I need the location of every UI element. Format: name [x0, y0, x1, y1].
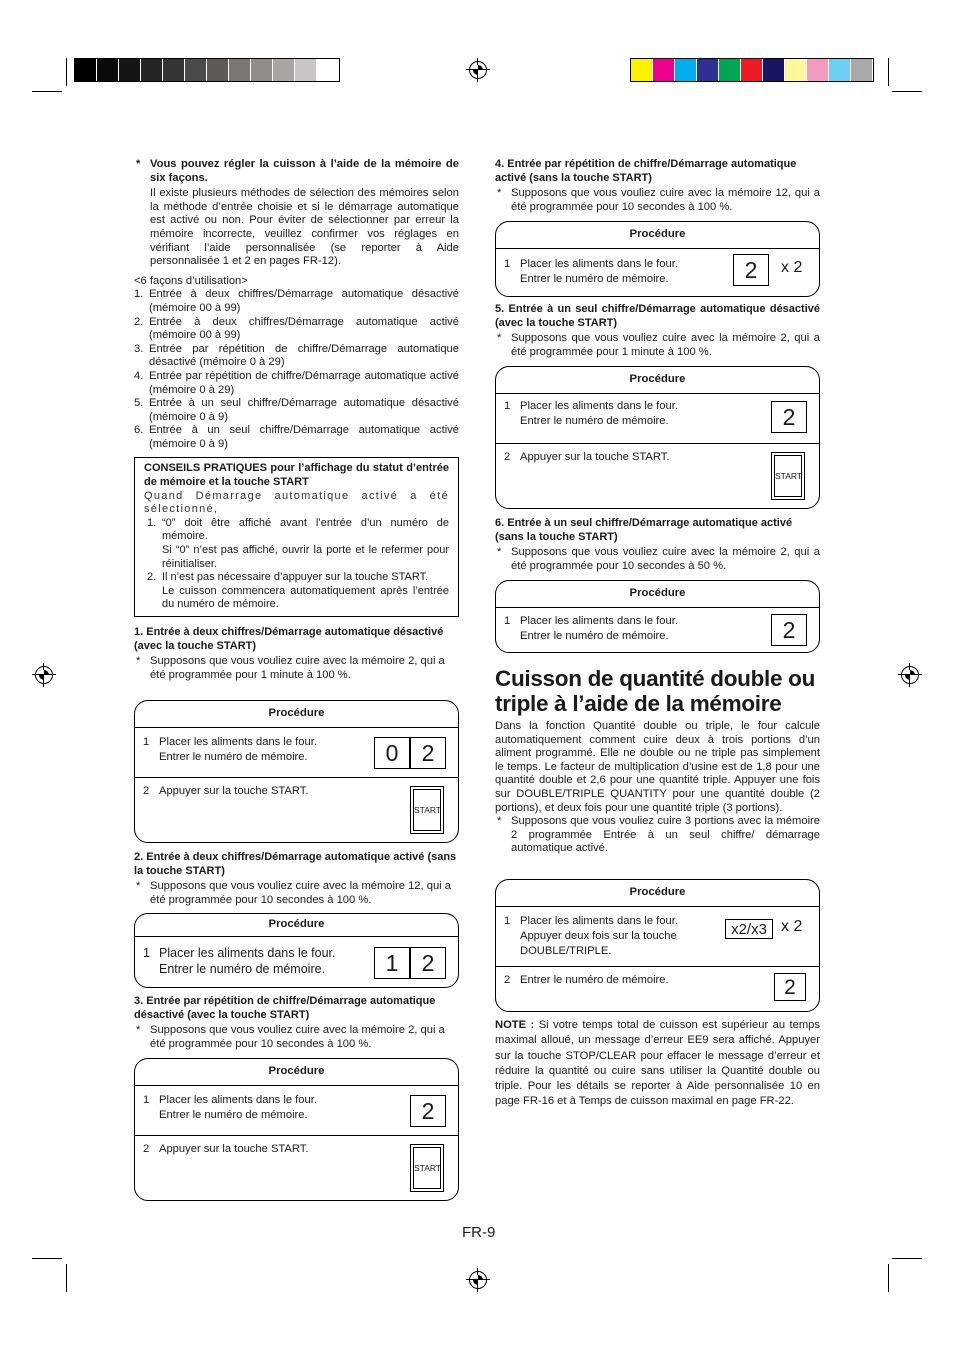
ways-list [134, 288, 459, 451]
registration-mark-icon [901, 666, 919, 684]
key-2-button[interactable]: 2 [410, 737, 446, 769]
asterisk: * [136, 1024, 141, 1036]
asterisk: * [136, 880, 141, 892]
way-number: 2. [134, 315, 144, 328]
color-swatch [719, 59, 741, 81]
step-text: Placer les aliments dans le four. [520, 615, 678, 627]
left-column [134, 158, 459, 682]
tip-item [147, 571, 449, 612]
step-number: 1 [504, 400, 511, 412]
section-4-desc: Supposons que vous vouliez cuire avec la mémoire 12, qui a été programmée pour 10 secondes à 100 %. [511, 187, 820, 213]
step-text: Entrer le numéro de mémoire. [520, 273, 669, 285]
procedure-title: Procédure [496, 367, 819, 394]
step-text: Entrer le numéro de mémoire. [520, 630, 669, 642]
key-2-button[interactable]: 2 [771, 614, 807, 646]
key-0-button[interactable]: 0 [374, 737, 410, 769]
tip-text: Il n’est pas nécessaire d’appuyer sur la touche START. [162, 571, 429, 584]
procedure-step-2 [135, 778, 458, 842]
procedure-title: Procédure [496, 880, 819, 907]
step-text: Entrer le numéro de mémoire. [520, 974, 669, 986]
step-number: 1 [143, 946, 150, 960]
color-swatch [251, 59, 273, 81]
way-text: Entrée à un seul chiffre/Démarrage automatique activé (mémoire 0 à 9) [149, 424, 459, 450]
step-text: Appuyer sur la touche START. [159, 1143, 309, 1155]
color-swatch [163, 59, 185, 81]
procedure-title: Procédure [135, 914, 458, 937]
section-1-title: 1. Entrée à deux chiffres/Démarrage automatique désactivé (avec la touche START) [134, 626, 444, 652]
tip-number: 2. [147, 571, 157, 584]
double-triple-section [495, 720, 820, 856]
step-text: Appuyer sur la touche START. [520, 451, 670, 463]
grayscale-color-bar [74, 58, 340, 82]
color-swatch [851, 59, 873, 81]
asterisk: * [136, 655, 141, 667]
start-label: START [413, 789, 441, 831]
key-2-button[interactable]: 2 [733, 254, 769, 286]
step-text: Placer les aliments dans le four. [159, 736, 317, 748]
crop-mark [892, 1258, 922, 1259]
section-4-title: 4. Entrée par répétition de chiffre/Démarrage automatique activé (sans la touche START) [495, 158, 797, 184]
step-text: Placer les aliments dans le four. [520, 258, 678, 270]
procedure-box-double-triple [495, 879, 820, 1012]
step-text: Placer les aliments dans le four. [159, 946, 336, 960]
step-text: DOUBLE/TRIPLE. [520, 945, 612, 957]
color-swatch [207, 59, 229, 81]
double-triple-intro: Dans la fonction Quantité double ou triple, le four calcule automatiquement comment cuire deux à trois portions d’un aliment programmé. Elle ne double ou ne triple pas simplement le temps. Le facteur de multiplication d’usine est de 1,8 pour une quantité double et 2,6 pour une quantité triple. Appuyer une fois sur DOUBLE/TRIPLE QUANTITY pour une quantité double (2 portions), et deux fois pour une quantité triple (3 portions). [495, 720, 820, 814]
start-button[interactable] [410, 786, 444, 834]
way-number: 1. [134, 288, 144, 301]
color-swatch [295, 59, 317, 81]
intro-note-text: Il existe plusieurs méthodes de sélection des mémoires selon la méthode d’entrée choisie et si le démarrage automatique est activé ou non. Pour éviter de sélectionner par erreur la mémoire incorrecte, veuillez confirmer vos réglages en vérifiant l’aide personnalisée (se reporter à Aide personnalisée 1 et 2 en pages FR-12). [150, 187, 459, 268]
way-text: Entrée à deux chiffres/Démarrage automatique activé (mémoire 00 à 99) [149, 315, 459, 342]
color-swatch [763, 59, 785, 81]
asterisk: * [497, 815, 502, 828]
tips-box [134, 457, 459, 617]
asterisk: * [136, 158, 141, 170]
crop-mark [888, 58, 889, 86]
page-number: FR-9 [462, 1224, 496, 1241]
section-2-desc: Supposons que vous vouliez cuire avec la mémoire 12, qui a été programmée pour 10 secondes à 100 %. [150, 880, 451, 906]
step-text: Entrer le numéro de mémoire. [159, 1109, 308, 1121]
ways-heading: <6 façons d’utilisation> [134, 274, 248, 287]
procedure-title: Procédure [135, 701, 458, 728]
way-item [134, 288, 459, 315]
color-swatch [229, 59, 251, 81]
asterisk: * [497, 332, 502, 344]
tip-text-2: Si “0” n’est pas affiché, ouvrir la porte et le refermer pour réinitialiser. [162, 544, 449, 570]
color-swatch [785, 59, 807, 81]
section-5-title: 5. Entrée à un seul chiffre/Démarrage automatique désactivé (avec la touche START) [495, 303, 820, 329]
key-1-button[interactable]: 1 [374, 947, 410, 979]
color-swatch [273, 59, 295, 81]
tips-intro: Quand Démarrage automatique activé a été sélectionné, [144, 489, 449, 516]
crop-mark [888, 1264, 889, 1292]
start-label: START [413, 1147, 441, 1189]
process-color-bar [630, 58, 874, 82]
color-swatch [829, 59, 851, 81]
procedure-box-5 [495, 366, 820, 509]
way-number: 6. [134, 424, 144, 437]
step-number: 2 [504, 974, 511, 986]
step-text: Entrer le numéro de mémoire. [520, 415, 669, 427]
way-item [134, 343, 459, 370]
section-5-desc: Supposons que vous vouliez cuire avec la mémoire 2, qui a été programmée pour 1 minute à 100 %. [511, 332, 820, 358]
section-1-text [134, 655, 459, 682]
tip-text: “0” doit être affiché avant l’entrée d’un numéro de mémoire. [162, 516, 449, 543]
way-item [134, 424, 459, 451]
way-text: Entrée par répétition de chiffre/Démarrage automatique désactivé (mémoire 0 à 29) [149, 342, 459, 369]
key-2-button[interactable]: 2 [410, 947, 446, 979]
procedure-box-1 [134, 700, 459, 843]
tip-item [147, 517, 449, 571]
color-swatch [697, 59, 719, 81]
color-swatch [807, 59, 829, 81]
registration-mark-icon [469, 61, 487, 79]
intro-note [134, 158, 459, 269]
section-6 [495, 517, 820, 573]
crop-mark [32, 1258, 62, 1259]
repeat-count: x 2 [781, 259, 803, 276]
step-number: 1 [143, 1094, 150, 1106]
way-item [134, 316, 459, 343]
tip-text-2: Le cuisson commencera automatiquement après l’entrée du numéro de mémoire. [162, 584, 449, 611]
registration-mark-icon [469, 1271, 487, 1289]
start-label: START [774, 455, 802, 497]
crop-mark [892, 91, 922, 92]
double-triple-button[interactable]: x2/x3 [725, 919, 773, 939]
section-2 [134, 851, 459, 907]
asterisk: * [497, 546, 502, 558]
note-label: NOTE : [495, 1019, 535, 1031]
section-6-desc: Supposons que vous vouliez cuire avec la mémoire 2, qui a été programmée pour 10 secondes à 50 %. [511, 546, 820, 572]
color-swatch [653, 59, 675, 81]
double-triple-example: Supposons que vous vouliez cuire 3 portions avec la mémoire 2 programmée Entrée à un seul chiffre/ démarrage automatique activé. [511, 815, 820, 855]
way-text: Entrée par répétition de chiffre/Démarrage automatique activé (mémoire 0 à 29) [149, 369, 459, 396]
step-text: Appuyer deux fois sur la touche [520, 930, 677, 942]
step-text: Placer les aliments dans le four. [159, 1094, 317, 1106]
color-swatch [675, 59, 697, 81]
start-button[interactable] [771, 452, 805, 500]
step-text: Entrer le numéro de mémoire. [159, 962, 326, 976]
start-button[interactable] [410, 1144, 444, 1192]
color-swatch [185, 59, 207, 81]
section-heading: Cuisson de quantité double ou triple à l’aide de la mémoire [495, 666, 816, 716]
section-3-title: 3. Entrée par répétition de chiffre/Démarrage automatique désactivé (avec la touche START) [134, 995, 436, 1021]
procedure-box-6 [495, 580, 820, 653]
color-swatch [75, 59, 97, 81]
procedure-title: Procédure [496, 222, 819, 249]
color-swatch [631, 59, 653, 81]
crop-mark [32, 91, 62, 92]
section-5 [495, 303, 820, 359]
color-swatch [97, 59, 119, 81]
section-3-desc: Supposons que vous vouliez cuire avec la mémoire 2, qui a été programmée pour 10 secondes à 100 %. [150, 1024, 445, 1050]
tip-number: 1. [147, 516, 157, 529]
section-6-title: 6. Entrée à un seul chiffre/Démarrage automatique activé (sans la touche START) [495, 517, 793, 543]
step-number: 2 [143, 785, 150, 797]
note-text: Si votre temps total de cuisson est supérieur au temps maximal alloué, un message d’erreur EE9 sera affiché. Appuyer sur la touche STOP/CLEAR pour effacer le message d’erreur et réduire la quantité ou cuire sans utiliser la Quantité double ou triple. Pour les détails se reporter à Aide personnalisée 10 en page FR-16 et à Temps de cuisson maximal en page FR-22. [495, 1019, 820, 1108]
color-swatch [741, 59, 763, 81]
procedure-box-3 [134, 1058, 459, 1201]
procedure-title: Procédure [135, 1059, 458, 1086]
key-2-button[interactable]: 2 [410, 1095, 446, 1127]
crop-mark [66, 58, 67, 86]
procedure-box-2 [134, 913, 459, 988]
step-text: Placer les aliments dans le four. [520, 915, 678, 927]
procedure-box-4 [495, 221, 820, 297]
repeat-count: x 2 [781, 918, 803, 935]
step-number: 2 [504, 451, 511, 463]
asterisk: * [497, 187, 502, 199]
way-number: 4. [134, 369, 144, 382]
way-item [134, 397, 459, 424]
color-swatch [119, 59, 141, 81]
step-text: Appuyer sur la touche START. [159, 785, 309, 797]
step-text: Entrer le numéro de mémoire. [159, 751, 308, 763]
step-number: 1 [504, 258, 511, 270]
section-2-title: 2. Entrée à deux chiffres/Démarrage automatique activé (sans la touche START) [134, 851, 457, 877]
way-number: 5. [134, 397, 144, 410]
section-1-desc: Supposons que vous vouliez cuire avec la mémoire 2, qui a été programmée pour 1 minute à 100 %. [150, 655, 445, 681]
way-text: Entrée à deux chiffres/Démarrage automatique désactivé (mémoire 00 à 99) [149, 288, 459, 314]
way-number: 3. [134, 342, 144, 355]
key-2-button[interactable]: 2 [771, 401, 807, 433]
step-number: 1 [504, 615, 511, 627]
tips-title: CONSEILS PRATIQUES pour l’affichage du statut d’entrée de mémoire et la touche START [144, 462, 449, 489]
section-4 [495, 158, 820, 214]
way-text: Entrée à un seul chiffre/Démarrage automatique désactivé (mémoire 0 à 9) [149, 397, 459, 423]
step-number: 2 [143, 1143, 150, 1155]
section-3 [134, 995, 459, 1051]
registration-mark-icon [35, 666, 53, 684]
procedure-step-1 [135, 728, 458, 778]
crop-mark [66, 1264, 67, 1292]
step-text: Placer les aliments dans le four. [520, 400, 678, 412]
color-swatch [141, 59, 163, 81]
key-2-button[interactable]: 2 [774, 973, 806, 1001]
note [495, 1018, 820, 1110]
step-number: 1 [504, 915, 511, 927]
step-number: 1 [143, 736, 150, 748]
tips-list [144, 517, 449, 612]
way-item [134, 370, 459, 397]
procedure-title: Procédure [496, 581, 819, 608]
intro-note-title: Vous pouvez régler la cuisson à l’aide de la mémoire de six façons. [150, 158, 459, 184]
color-swatch [317, 59, 339, 81]
